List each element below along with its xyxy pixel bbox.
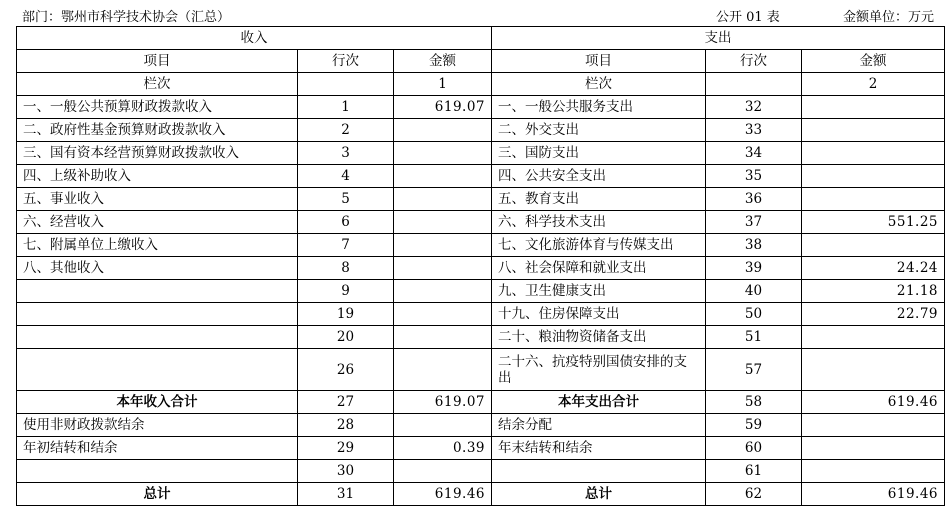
expense-amount-header: 金额 xyxy=(802,50,945,73)
income-column-no-label: 栏次 xyxy=(17,73,298,96)
expense-line-no: 59 xyxy=(706,414,802,437)
income-item: 七、附属单位上缴收入 xyxy=(17,234,298,257)
table-row xyxy=(17,96,945,119)
income-amount: 619.46 xyxy=(394,483,492,506)
unit-label: 金额单位：万元 xyxy=(843,10,935,25)
table-row xyxy=(17,280,945,303)
income-amount-header: 金额 xyxy=(394,50,492,73)
income-item-header: 项目 xyxy=(17,50,298,73)
expense-line-no: 33 xyxy=(706,119,802,142)
expense-item: 七、文化旅游体育与传媒支出 xyxy=(492,234,706,257)
expense-amount xyxy=(802,414,945,437)
expense-item xyxy=(492,460,706,483)
expense-line-no: 34 xyxy=(706,142,802,165)
income-line-no: 1 xyxy=(298,96,394,119)
income-amount xyxy=(394,188,492,211)
expense-amount xyxy=(802,142,945,165)
income-line-no: 29 xyxy=(298,437,394,460)
income-line-no: 3 xyxy=(298,142,394,165)
table-row xyxy=(17,165,945,188)
expense-amount: 551.25 xyxy=(802,211,945,234)
income-item: 五、事业收入 xyxy=(17,188,298,211)
expense-item: 二、外交支出 xyxy=(492,119,706,142)
income-amount xyxy=(394,234,492,257)
income-item: 年初结转和结余 xyxy=(17,437,298,460)
income-item xyxy=(17,280,298,303)
expense-amount: 22.79 xyxy=(802,303,945,326)
expense-item: 五、教育支出 xyxy=(492,188,706,211)
income-amount: 619.07 xyxy=(394,96,492,119)
expense-item: 结余分配 xyxy=(492,414,706,437)
table-row xyxy=(17,119,945,142)
table-row xyxy=(17,460,945,483)
table-row xyxy=(17,303,945,326)
income-line-header: 行次 xyxy=(298,50,394,73)
expense-item: 本年支出合计 xyxy=(492,391,706,414)
expense-line-header: 行次 xyxy=(706,50,802,73)
expense-amount: 619.46 xyxy=(802,483,945,506)
income-item: 六、经营收入 xyxy=(17,211,298,234)
expense-column-no-label: 栏次 xyxy=(492,73,706,96)
table-row xyxy=(17,234,945,257)
income-item: 二、政府性基金预算财政拨款收入 xyxy=(17,119,298,142)
expense-item-header: 项目 xyxy=(492,50,706,73)
expense-line-no: 37 xyxy=(706,211,802,234)
income-amount xyxy=(394,211,492,234)
income-amount xyxy=(394,165,492,188)
income-item: 四、上级补助收入 xyxy=(17,165,298,188)
income-amount xyxy=(394,460,492,483)
expense-amount xyxy=(802,437,945,460)
income-line-no: 30 xyxy=(298,460,394,483)
expense-item: 一、一般公共服务支出 xyxy=(492,96,706,119)
expense-amount: 21.18 xyxy=(802,280,945,303)
expense-line-no: 60 xyxy=(706,437,802,460)
expense-line-no: 58 xyxy=(706,391,802,414)
expense-item: 六、科学技术支出 xyxy=(492,211,706,234)
income-amount xyxy=(394,280,492,303)
income-section-header: 收入 xyxy=(17,27,492,50)
department-label: 部门：鄂州市科学技术协会（汇总） xyxy=(22,10,231,25)
expense-item: 九、卫生健康支出 xyxy=(492,280,706,303)
income-line-no: 4 xyxy=(298,165,394,188)
income-amount xyxy=(394,349,492,391)
table-row xyxy=(17,211,945,234)
expense-amount: 24.24 xyxy=(802,257,945,280)
expense-amount xyxy=(802,349,945,391)
income-column-no-blank xyxy=(298,73,394,96)
income-line-no: 7 xyxy=(298,234,394,257)
income-line-no: 20 xyxy=(298,326,394,349)
expense-amount xyxy=(802,234,945,257)
income-line-no: 2 xyxy=(298,119,394,142)
income-amount: 0.39 xyxy=(394,437,492,460)
expense-column-no: 2 xyxy=(802,73,945,96)
income-item xyxy=(17,326,298,349)
income-amount xyxy=(394,257,492,280)
income-amount xyxy=(394,142,492,165)
expense-item: 三、国防支出 xyxy=(492,142,706,165)
income-amount xyxy=(394,119,492,142)
expense-line-no: 40 xyxy=(706,280,802,303)
expense-item: 十九、住房保障支出 xyxy=(492,303,706,326)
income-item xyxy=(17,303,298,326)
expense-amount xyxy=(802,165,945,188)
income-item: 本年收入合计 xyxy=(17,391,298,414)
expense-amount xyxy=(802,119,945,142)
expense-item: 年末结转和结余 xyxy=(492,437,706,460)
expense-line-no: 32 xyxy=(706,96,802,119)
table-row xyxy=(17,257,945,280)
table-row xyxy=(17,391,945,414)
expense-line-no: 38 xyxy=(706,234,802,257)
income-item: 总计 xyxy=(17,483,298,506)
expense-line-no: 36 xyxy=(706,188,802,211)
income-item xyxy=(17,349,298,391)
table-row xyxy=(17,326,945,349)
expense-line-no: 50 xyxy=(706,303,802,326)
income-line-no: 27 xyxy=(298,391,394,414)
expense-item: 四、公共安全支出 xyxy=(492,165,706,188)
income-expense-table xyxy=(16,26,945,506)
income-amount: 619.07 xyxy=(394,391,492,414)
expense-line-no: 35 xyxy=(706,165,802,188)
income-line-no: 8 xyxy=(298,257,394,280)
table-row xyxy=(17,437,945,460)
income-line-no: 31 xyxy=(298,483,394,506)
income-amount xyxy=(394,303,492,326)
expense-line-no: 61 xyxy=(706,460,802,483)
table-row xyxy=(17,349,945,391)
income-item: 一、一般公共预算财政拨款收入 xyxy=(17,96,298,119)
expense-line-no: 62 xyxy=(706,483,802,506)
income-line-no: 28 xyxy=(298,414,394,437)
table-row xyxy=(17,483,945,506)
expense-item: 总计 xyxy=(492,483,706,506)
table-row xyxy=(17,414,945,437)
income-item xyxy=(17,460,298,483)
income-item: 三、国有资本经营预算财政拨款收入 xyxy=(17,142,298,165)
expense-item: 八、社会保障和就业支出 xyxy=(492,257,706,280)
income-line-no: 26 xyxy=(298,349,394,391)
expense-amount: 619.46 xyxy=(802,391,945,414)
expense-amount xyxy=(802,188,945,211)
income-item: 使用非财政拨款结余 xyxy=(17,414,298,437)
report-header xyxy=(0,6,952,26)
income-line-no: 9 xyxy=(298,280,394,303)
expense-line-no: 51 xyxy=(706,326,802,349)
expense-line-no: 39 xyxy=(706,257,802,280)
table-row xyxy=(17,188,945,211)
income-line-no: 19 xyxy=(298,303,394,326)
expense-line-no: 57 xyxy=(706,349,802,391)
expense-amount xyxy=(802,96,945,119)
income-column-no: 1 xyxy=(394,73,492,96)
expense-item: 二十、粮油物资储备支出 xyxy=(492,326,706,349)
expense-section-header: 支出 xyxy=(492,27,945,50)
income-line-no: 5 xyxy=(298,188,394,211)
expense-amount xyxy=(802,460,945,483)
form-number: 公开 01 表 xyxy=(716,10,780,25)
income-amount xyxy=(394,326,492,349)
income-line-no: 6 xyxy=(298,211,394,234)
income-item: 八、其他收入 xyxy=(17,257,298,280)
expense-column-no-blank xyxy=(706,73,802,96)
expense-item: 二十六、抗疫特别国债安排的支出 xyxy=(492,349,706,391)
expense-amount xyxy=(802,326,945,349)
income-amount xyxy=(394,414,492,437)
table-row xyxy=(17,142,945,165)
